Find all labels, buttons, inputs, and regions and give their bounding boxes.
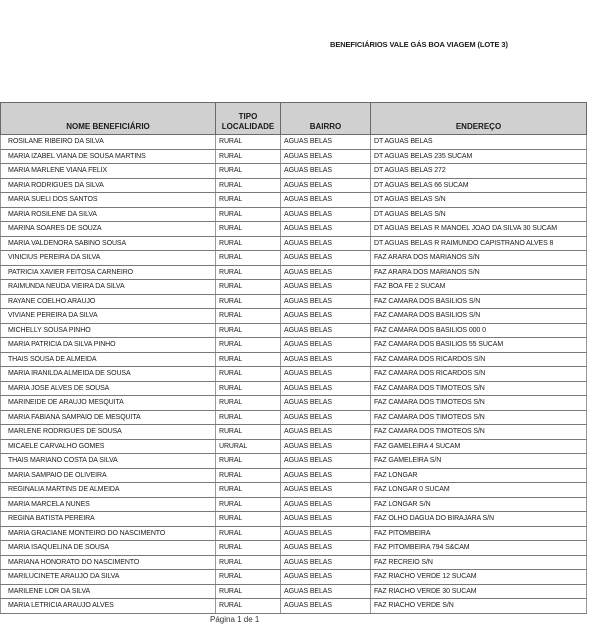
table-row — [1, 338, 587, 353]
cell-nome: MARIA GRACIANE MONTEIRO DO NASCIMENTO — [1, 526, 216, 541]
cell-tipo: RURAL — [216, 541, 281, 556]
header-bairro: BAIRRO — [281, 103, 371, 135]
cell-endereco: FAZ CAMARA DOS TIMOTEOS S/N — [371, 381, 587, 396]
cell-bairro: AGUAS BELAS — [281, 164, 371, 179]
page-footer: Página 1 de 1 — [210, 615, 260, 624]
cell-endereco: DT AGUAS BELAS — [371, 135, 587, 150]
cell-bairro: AGUAS BELAS — [281, 526, 371, 541]
cell-nome: MARIA ROSILENE DA SILVA — [1, 207, 216, 222]
cell-tipo: RURAL — [216, 454, 281, 469]
cell-tipo: RURAL — [216, 570, 281, 585]
cell-endereco: FAZ PITOMBEIRA 794 S&CAM — [371, 541, 587, 556]
cell-tipo: RURAL — [216, 164, 281, 179]
cell-bairro: AGUAS BELAS — [281, 599, 371, 614]
cell-tipo: RURAL — [216, 265, 281, 280]
cell-nome: MARIA VALDENORA SABINO SOUSA — [1, 236, 216, 251]
cell-nome: MICAELE CARVALHO GOMES — [1, 439, 216, 454]
table-row — [1, 193, 587, 208]
table-row — [1, 439, 587, 454]
cell-bairro: AGUAS BELAS — [281, 178, 371, 193]
cell-tipo: RURAL — [216, 381, 281, 396]
cell-nome: RAIMUNDA NEUDA VIEIRA DA SILVA — [1, 280, 216, 295]
cell-tipo: RURAL — [216, 396, 281, 411]
table-row — [1, 367, 587, 382]
table-row — [1, 323, 587, 338]
cell-nome: MARIA MARLENE VIANA FELIX — [1, 164, 216, 179]
cell-bairro: AGUAS BELAS — [281, 425, 371, 440]
cell-bairro: AGUAS BELAS — [281, 207, 371, 222]
cell-tipo: RURAL — [216, 294, 281, 309]
table-body — [1, 135, 587, 614]
table-row — [1, 410, 587, 425]
cell-tipo: RURAL — [216, 178, 281, 193]
cell-bairro: AGUAS BELAS — [281, 135, 371, 150]
cell-nome: MARIA IZABEL VIANA DE SOUSA MARTINS — [1, 149, 216, 164]
cell-bairro: AGUAS BELAS — [281, 454, 371, 469]
table-row — [1, 164, 587, 179]
cell-tipo: RURAL — [216, 512, 281, 527]
cell-nome: ROSILANE RIBEIRO DA SILVA — [1, 135, 216, 150]
cell-nome: REGINALIA MARTINS DE ALMEIDA — [1, 483, 216, 498]
cell-bairro: AGUAS BELAS — [281, 584, 371, 599]
cell-nome: MARIA JOSE ALVES DE SOUSA — [1, 381, 216, 396]
cell-endereco: FAZ GAMELEIRA S/N — [371, 454, 587, 469]
table-row — [1, 352, 587, 367]
cell-bairro: AGUAS BELAS — [281, 309, 371, 324]
beneficiaries-table-container — [0, 102, 586, 614]
cell-nome: MARILUCINETE ARAUJO DA SILVA — [1, 570, 216, 585]
table-row — [1, 541, 587, 556]
table-row — [1, 149, 587, 164]
cell-tipo: RURAL — [216, 323, 281, 338]
cell-nome: MARIA LETRICIA ARAUJO ALVES — [1, 599, 216, 614]
cell-endereco: FAZ CAMARA DOS RICARDOS S/N — [371, 352, 587, 367]
cell-bairro: AGUAS BELAS — [281, 280, 371, 295]
table-row — [1, 454, 587, 469]
cell-endereco: DT AGUAS BELAS R RAIMUNDO CAPISTRANO ALVES 8 — [371, 236, 587, 251]
cell-tipo: RURAL — [216, 309, 281, 324]
cell-bairro: AGUAS BELAS — [281, 410, 371, 425]
cell-tipo: RURAL — [216, 352, 281, 367]
header-tipo-localidade — [216, 103, 281, 135]
cell-endereco: DT AGUAS BELAS S/N — [371, 207, 587, 222]
cell-bairro: AGUAS BELAS — [281, 323, 371, 338]
cell-nome: MARIA MARCELA NUNES — [1, 497, 216, 512]
cell-endereco: FAZ OLHO DAGUA DO BIRAJARA S/N — [371, 512, 587, 527]
cell-tipo: RURAL — [216, 555, 281, 570]
beneficiaries-table — [0, 102, 587, 614]
cell-endereco: FAZ PITOMBEIRA — [371, 526, 587, 541]
cell-tipo: RURAL — [216, 236, 281, 251]
cell-bairro: AGUAS BELAS — [281, 338, 371, 353]
cell-nome: VIVIANE PEREIRA DA SILVA — [1, 309, 216, 324]
cell-endereco: DT AGUAS BELAS S/N — [371, 193, 587, 208]
cell-endereco: FAZ RECREIO S/N — [371, 555, 587, 570]
cell-tipo: RURAL — [216, 135, 281, 150]
cell-bairro: AGUAS BELAS — [281, 149, 371, 164]
cell-bairro: AGUAS BELAS — [281, 483, 371, 498]
cell-nome: MARINA SOARES DE SOUZA — [1, 222, 216, 237]
cell-endereco: FAZ RIACHO VERDE 12 SUCAM — [371, 570, 587, 585]
cell-nome: MARIA RODRIGUES DA SILVA — [1, 178, 216, 193]
table-row — [1, 207, 587, 222]
cell-nome: MARIA ISAQUELINA DE SOUSA — [1, 541, 216, 556]
cell-tipo: RURAL — [216, 425, 281, 440]
cell-nome: MARLENE RODRIGUES DE SOUSA — [1, 425, 216, 440]
cell-bairro: AGUAS BELAS — [281, 236, 371, 251]
cell-bairro: AGUAS BELAS — [281, 468, 371, 483]
cell-endereco: FAZ ARARA DOS MARIANOS S/N — [371, 251, 587, 266]
cell-tipo: RURAL — [216, 497, 281, 512]
cell-bairro: AGUAS BELAS — [281, 193, 371, 208]
cell-nome: MARIA SUELI DOS SANTOS — [1, 193, 216, 208]
header-endereco: ENDEREÇO — [371, 103, 587, 135]
cell-nome: MARILENE LOR DA SILVA — [1, 584, 216, 599]
cell-nome: MICHELLY SOUSA PINHO — [1, 323, 216, 338]
cell-endereco: FAZ GAMELEIRA 4 SUCAM — [371, 439, 587, 454]
cell-tipo: RURAL — [216, 599, 281, 614]
cell-nome: MARIANA HONORATO DO NASCIMENTO — [1, 555, 216, 570]
cell-endereco: FAZ ARARA DOS MARIANOS S/N — [371, 265, 587, 280]
cell-endereco: DT AGUAS BELAS R MANOEL JOAO DA SILVA 30 SUCAM — [371, 222, 587, 237]
cell-nome: MARIA PATRICIA DA SILVA PINHO — [1, 338, 216, 353]
table-row — [1, 178, 587, 193]
table-row — [1, 309, 587, 324]
document-title: BENEFICIÁRIOS VALE GÁS BOA VIAGEM (LOTE 3) — [330, 40, 508, 49]
cell-tipo: RURAL — [216, 222, 281, 237]
cell-bairro: AGUAS BELAS — [281, 439, 371, 454]
table-row — [1, 280, 587, 295]
table-row — [1, 483, 587, 498]
cell-tipo: RURAL — [216, 526, 281, 541]
cell-nome: MARINEIDE DE ARAUJO MESQUITA — [1, 396, 216, 411]
table-row — [1, 468, 587, 483]
cell-bairro: AGUAS BELAS — [281, 222, 371, 237]
cell-tipo: RURAL — [216, 410, 281, 425]
cell-nome: PATRICIA XAVIER FEITOSA CARNEIRO — [1, 265, 216, 280]
cell-endereco: FAZ LONGAR — [371, 468, 587, 483]
cell-bairro: AGUAS BELAS — [281, 294, 371, 309]
cell-tipo: RURAL — [216, 149, 281, 164]
cell-tipo: RURAL — [216, 207, 281, 222]
cell-tipo: RURAL — [216, 193, 281, 208]
cell-endereco: FAZ RIACHO VERDE 30 SUCAM — [371, 584, 587, 599]
cell-tipo: RURAL — [216, 251, 281, 266]
cell-nome: THAIS SOUSA DE ALMEIDA — [1, 352, 216, 367]
table-row — [1, 425, 587, 440]
cell-endereco: DT AGUAS BELAS 235 SUCAM — [371, 149, 587, 164]
cell-endereco: DT AGUAS BELAS 66 SUCAM — [371, 178, 587, 193]
cell-endereco: FAZ RIACHO VERDE S/N — [371, 599, 587, 614]
cell-endereco: FAZ CAMARA DOS BASILIOS 000 0 — [371, 323, 587, 338]
cell-nome: MARIA SAMPAIO DE OLIVEIRA — [1, 468, 216, 483]
cell-tipo: URURAL — [216, 439, 281, 454]
cell-bairro: AGUAS BELAS — [281, 381, 371, 396]
cell-endereco: FAZ LONGAR 0 SUCAM — [371, 483, 587, 498]
cell-nome: MARIA IRANILDA ALMEIDA DE SOUSA — [1, 367, 216, 382]
table-row — [1, 512, 587, 527]
cell-bairro: AGUAS BELAS — [281, 396, 371, 411]
cell-bairro: AGUAS BELAS — [281, 555, 371, 570]
cell-bairro: AGUAS BELAS — [281, 265, 371, 280]
cell-tipo: RURAL — [216, 468, 281, 483]
table-row — [1, 236, 587, 251]
table-row — [1, 265, 587, 280]
cell-bairro: AGUAS BELAS — [281, 541, 371, 556]
table-row — [1, 251, 587, 266]
cell-tipo: RURAL — [216, 584, 281, 599]
table-row — [1, 584, 587, 599]
cell-endereco: FAZ CAMARA DOS BASILIOS S/N — [371, 309, 587, 324]
header-nome: NOME BENEFICIÁRIO — [1, 103, 216, 135]
cell-nome: RAYANE COELHO ARAUJO — [1, 294, 216, 309]
cell-bairro: AGUAS BELAS — [281, 251, 371, 266]
table-row — [1, 396, 587, 411]
cell-endereco: FAZ CAMARA DOS TIMOTEOS S/N — [371, 410, 587, 425]
cell-endereco: FAZ CAMARA DOS RICARDOS S/N — [371, 367, 587, 382]
cell-bairro: AGUAS BELAS — [281, 497, 371, 512]
table-row — [1, 222, 587, 237]
cell-bairro: AGUAS BELAS — [281, 570, 371, 585]
cell-endereco: FAZ CAMARA DOS BASILIOS S/N — [371, 294, 587, 309]
cell-tipo: RURAL — [216, 338, 281, 353]
table-row — [1, 497, 587, 512]
cell-nome: MARIA FABIANA SAMPAIO DE MESQUITA — [1, 410, 216, 425]
cell-endereco: FAZ BOA FE 2 SUCAM — [371, 280, 587, 295]
cell-endereco: FAZ CAMARA DOS BASILIOS 55 SUCAM — [371, 338, 587, 353]
table-row — [1, 526, 587, 541]
header-tipo-line1: TIPO — [238, 112, 258, 121]
cell-tipo: RURAL — [216, 483, 281, 498]
table-header-row — [1, 103, 587, 135]
cell-bairro: AGUAS BELAS — [281, 512, 371, 527]
cell-endereco: FAZ CAMARA DOS TIMOTEOS S/N — [371, 396, 587, 411]
cell-endereco: FAZ CAMARA DOS TIMOTEOS S/N — [371, 425, 587, 440]
cell-bairro: AGUAS BELAS — [281, 352, 371, 367]
cell-nome: THAIS MARIANO COSTA DA SILVA — [1, 454, 216, 469]
table-row — [1, 381, 587, 396]
table-row — [1, 135, 587, 150]
cell-endereco: DT AGUAS BELAS 272 — [371, 164, 587, 179]
table-row — [1, 599, 587, 614]
cell-nome: VINICIUS PEREIRA DA SILVA — [1, 251, 216, 266]
table-row — [1, 294, 587, 309]
cell-tipo: RURAL — [216, 367, 281, 382]
cell-tipo: RURAL — [216, 280, 281, 295]
cell-endereco: FAZ LONGAR S/N — [371, 497, 587, 512]
header-tipo-line2: LOCALIDADE — [221, 122, 275, 131]
cell-bairro: AGUAS BELAS — [281, 367, 371, 382]
table-row — [1, 555, 587, 570]
cell-nome: REGINA BATISTA PEREIRA — [1, 512, 216, 527]
table-row — [1, 570, 587, 585]
